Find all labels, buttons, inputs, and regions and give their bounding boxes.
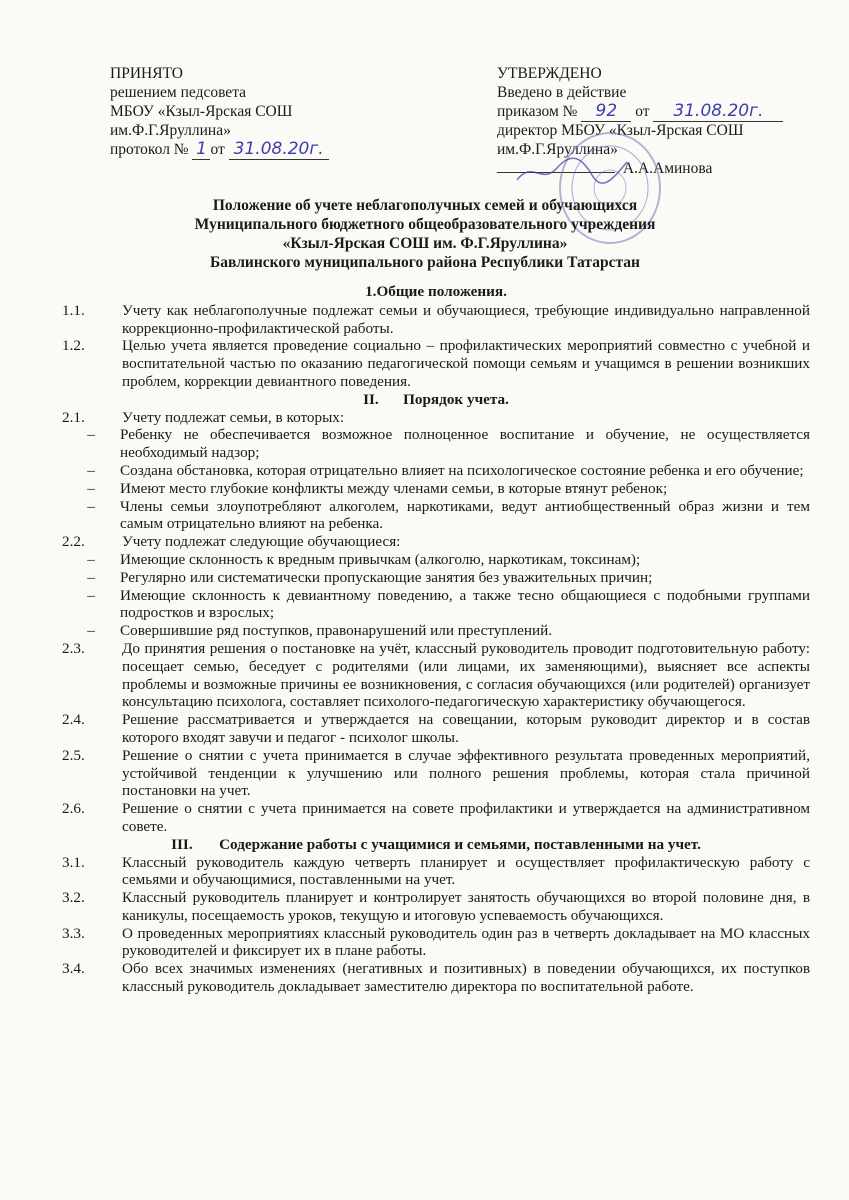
clause-number: 3.3. (62, 924, 85, 942)
signature-icon (512, 150, 632, 190)
clause-item (62, 800, 810, 836)
clause-number: 1.1. (62, 301, 85, 319)
clause-item (62, 925, 810, 961)
accepted-title: ПРИНЯТО (110, 65, 183, 82)
clause-item (62, 409, 810, 427)
clause-number: 2.2. (62, 533, 85, 551)
document-body (62, 283, 810, 996)
protocol-line (110, 140, 410, 159)
header-accepted (110, 64, 410, 159)
bullet-text: Имеющие склонность к вредным привычкам (алкоголю, наркотикам, токсинам); (120, 550, 641, 568)
bullet-item: – Имеют место глубокие конфликты между членами семьи, в которые втянут ребенок; (62, 480, 810, 498)
clause-item (62, 711, 810, 747)
clause-text: Целью учета является проведение социально – профилактических мероприятий совместно с учебной и воспитательной частью по оказанию педагогической помощи семьям и учащимся в решении возникших проблем, коррекции девиантного поведения. (122, 337, 810, 390)
bullet-text: Регулярно или систематически пропускающие занятия без уважительных причин; (120, 568, 653, 586)
document-title (80, 196, 770, 272)
section-3-title: Содержание работы с учащимися и семьями, поставленными на учет. (219, 835, 701, 853)
bullet-item: – Регулярно или систематически пропускающие занятия без уважительных причин; (62, 569, 810, 587)
order-line (497, 102, 827, 121)
clause-text: Учету как неблагополучные подлежат семьи и обучающиеся, требующие индивидуально направленной коррекционно-профилактической работы. (122, 301, 810, 337)
section-1-heading: 1.Общие положения. (365, 283, 507, 300)
bullet-text: Совершившие ряд поступков, правонарушений или преступлений. (120, 622, 553, 640)
clause-text: Классный руководитель каждую четверть планирует и осуществляет профилактическую работу с семьями и обучающимися, поставленными на учет. (122, 853, 810, 889)
order-date: 31.08.20г. (653, 102, 783, 122)
clause-text: До принятия решения о постановке на учёт, классный руководитель проводит подготовительную работу: посещает семью, беседует с родителями (или лицами, их заменяющими), выясняет все аспекты проблемы и возможные причины ее возникновения, с согласия обучающихся (или родителей) организует консультацию психолога, составляет психолого-педагогическую характеристику обучающегося. (122, 639, 810, 711)
clause-number: 3.4. (62, 960, 85, 978)
bullet-text: Ребенку не обеспечивается возможное полноценное воспитание и обучение, не осуществляется необходимый надзор; (120, 426, 810, 462)
bullet-item: – Имеющие склонность к девиантному поведению, а также тесно общающиеся с подобными группами подростков и взрослых; (87, 586, 810, 622)
clause-item (62, 337, 810, 390)
accepted-line: решением педсовета (110, 84, 247, 101)
title-line: Бавлинского муниципального района Республики Татарстан (210, 254, 640, 271)
accepted-line: им.Ф.Г.Яруллина» (110, 122, 231, 139)
order-number: 92 (581, 102, 631, 122)
bullet-text: Имеют место глубокие конфликты между членами семьи, в которые втянут ребенок; (120, 479, 668, 497)
protocol-from: от (210, 141, 225, 158)
clause-text: Учету подлежат семьи, в которых: (122, 408, 345, 426)
order-from: от (635, 103, 650, 120)
section-2-heading (62, 391, 810, 409)
approved-title: УТВЕРЖДЕНО (497, 65, 602, 82)
clause-text: Решение о снятии с учета принимается на совете профилактики и утверждается на административном совете. (122, 800, 810, 835)
clause-item (62, 747, 810, 800)
section-2-title: Порядок учета. (403, 390, 509, 408)
title-line: «Кзыл-Ярская СОШ им. Ф.Г.Яруллина» (282, 235, 568, 252)
clause-text: Решение о снятии с учета принимается в случае эффективного результата проведенных мероприятий, устойчивой тенденции к улучшению или полного решения проблемы, которая стала причиной постановки на учет. (122, 746, 810, 800)
accepted-line: МБОУ «Кзыл-Ярская СОШ (110, 103, 293, 120)
clause-item (62, 960, 810, 996)
clause-number: 2.6. (62, 800, 85, 818)
bullet-text: Имеющие склонность к девиантному поведению, а также тесно общающиеся с подобными группами подростков и взрослых; (120, 586, 810, 622)
bullet-item: – Ребенку не обеспечивается возможное полноценное воспитание и обучение, не осуществляется необходимый надзор; (87, 426, 810, 462)
clause-number: 2.4. (62, 711, 85, 729)
title-line: Муниципального бюджетного общеобразовательного учреждения (194, 216, 656, 233)
clause-number: 2.5. (62, 746, 85, 764)
clause-number: 3.1. (62, 853, 85, 871)
clause-text: Классный руководитель планирует и контролирует занятость обучающихся во второй половине дня, в каникулы, посещаемость уроков, текущую и итоговую успеваемость обучающихся. (122, 889, 810, 924)
bullet-text: Создана обстановка, которая отрицательно влияет на психологическое состояние ребенка и его обучение; (120, 461, 804, 479)
clause-item (62, 533, 810, 551)
clause-number: 3.2. (62, 889, 85, 907)
clause-text: Учету подлежат следующие обучающиеся: (122, 533, 401, 551)
protocol-date: 31.08.20г. (229, 140, 329, 160)
clause-number: 2.1. (62, 408, 85, 426)
approved-line: им.Ф.Г.Яруллина» (497, 141, 618, 158)
section-2-roman: II. (363, 390, 379, 408)
clause-number: 1.2. (62, 337, 85, 355)
bullet-item: – Имеющие склонность к вредным привычкам (алкоголю, наркотикам, токсинам); (62, 551, 810, 569)
section-3-roman: III. (171, 835, 193, 853)
order-prefix: приказом № (497, 103, 578, 120)
clause-number: 2.3. (62, 639, 85, 657)
clause-text: О проведенных мероприятиях классный руководитель один раз в четверть докладывает на МО классных руководителей и фиксирует их в плане работы. (122, 924, 810, 960)
title-line: Положение об учете неблагополучных семей и обучающихся (212, 197, 638, 214)
clause-text: Решение рассматривается и утверждается на совещании, которым руководит директор и в состав которого входят завучи и педагог - психолог школы. (122, 711, 810, 746)
protocol-number: 1 (192, 140, 210, 160)
clause-item (62, 640, 810, 711)
signer-name: А.А.Аминова (622, 160, 713, 177)
approved-line: директор МБОУ «Кзыл-Ярская СОШ (497, 122, 744, 139)
bullet-text: Члены семьи злоупотребляют алкоголем, наркотиками, ведут антиобщественный образ жизни и тем самым отрицательно влияют на ребенка. (120, 497, 810, 533)
clause-item (62, 889, 810, 925)
clause-text: Обо всех значимых изменениях (негативных и позитивных) в поведении обучающихся, их поступков классный руководитель докладывает заместителю директора по воспитательной работе. (122, 960, 810, 996)
protocol-prefix: протокол № (110, 141, 189, 158)
clause-item (62, 302, 810, 338)
approved-line: Введено в действие (497, 84, 627, 101)
bullet-item: – Создана обстановка, которая отрицательно влияет на психологическое состояние ребенка и его обучение; (62, 462, 810, 480)
bullet-item: – Совершившие ряд поступков, правонарушений или преступлений. (62, 622, 810, 640)
section-3-heading (62, 836, 810, 854)
bullet-item: – Члены семьи злоупотребляют алкоголем, наркотиками, ведут антиобщественный образ жизни и тем самым отрицательно влияют на ребенка. (87, 497, 810, 533)
clause-item (62, 854, 810, 890)
